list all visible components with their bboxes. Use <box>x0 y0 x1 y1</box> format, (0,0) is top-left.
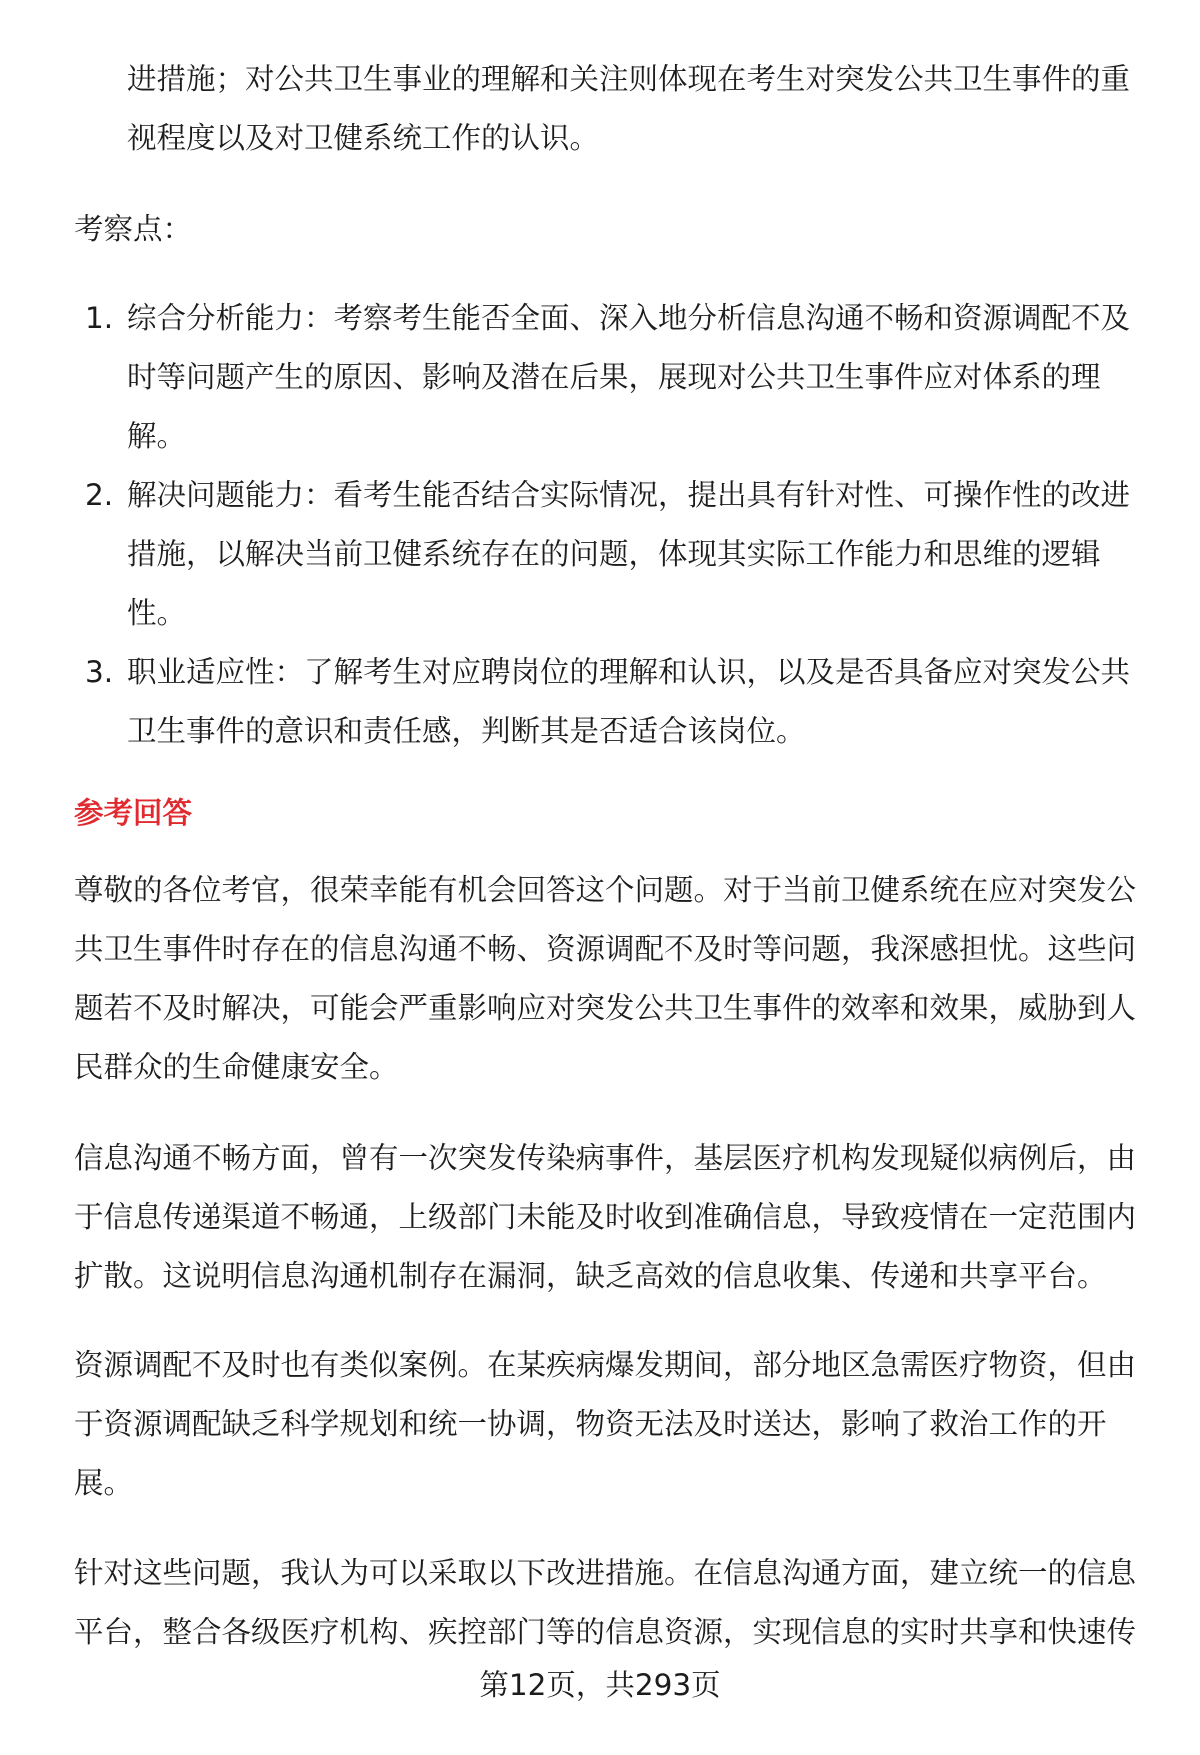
answer-heading: 参考回答 <box>74 796 193 830</box>
paragraph-line: 展。 <box>74 1466 134 1500</box>
assessment-points-list <box>0 289 1200 761</box>
paragraph-line: 于资源调配缺乏科学规划和统一协调，物资无法及时送达，影响了救治工作的开 <box>74 1407 1107 1441</box>
list-item-line: 综合分析能力：考察考生能否全面、深入地分析信息沟通不畅和资源调配不及 <box>127 301 1131 335</box>
paragraph-line: 民群众的生命健康安全。 <box>74 1050 399 1084</box>
list-item <box>0 289 1200 466</box>
list-item-number: 2. <box>85 478 114 512</box>
list-item-line: 解。 <box>127 419 187 453</box>
list-item-line: 卫生事件的意识和责任感，判断其是否适合该岗位。 <box>127 714 806 748</box>
paragraph-line: 信息沟通不畅方面，曾有一次突发传染病事件，基层医疗机构发现疑似病例后，由 <box>74 1141 1137 1175</box>
paragraph-line: 扩散。这说明信息沟通机制存在漏洞，缺乏高效的信息收集、传递和共享平台。 <box>74 1259 1107 1293</box>
section-label-text: 考察点： <box>74 212 193 246</box>
list-item-number: 1. <box>85 301 114 335</box>
list-item-text <box>127 466 1167 643</box>
paragraph-line: 针对这些问题，我认为可以采取以下改进措施。在信息沟通方面，建立统一的信息 <box>74 1556 1137 1590</box>
paragraph-line: 于信息传递渠道不畅通，上级部门未能及时收到准确信息，导致疫情在一定范围内 <box>74 1200 1137 1234</box>
list-item-line: 措施，以解决当前卫健系统存在的问题，体现其实际工作能力和思维的逻辑 <box>127 537 1101 571</box>
intro-paragraph <box>127 50 1167 168</box>
paragraph-line: 尊敬的各位考官，很荣幸能有机会回答这个问题。对于当前卫健系统在应对突发公 <box>74 873 1137 907</box>
paragraph-line: 平台，整合各级医疗机构、疾控部门等的信息资源，实现信息的实时共享和快速传 <box>74 1615 1137 1649</box>
list-item-line: 职业适应性：了解考生对应聘岗位的理解和认识，以及是否具备应对突发公共 <box>127 655 1131 689</box>
list-item-line: 解决问题能力：看考生能否结合实际情况，提出具有针对性、可操作性的改进 <box>127 478 1131 512</box>
answer-paragraph <box>74 1336 1154 1513</box>
list-item-text <box>127 289 1167 466</box>
paragraph-line: 资源调配不及时也有类似案例。在某疾病爆发期间，部分地区急需医疗物资，但由 <box>74 1348 1137 1382</box>
answer-paragraph <box>74 1544 1154 1662</box>
page-number-footer: 第12页，共293页 <box>479 1668 721 1702</box>
list-item <box>0 466 1200 643</box>
section-label <box>74 200 1154 259</box>
list-item-line: 时等问题产生的原因、影响及潜在后果，展现对公共卫生事件应对体系的理 <box>127 360 1101 394</box>
list-item-number: 3. <box>85 655 114 689</box>
intro-line: 进措施；对公共卫生事业的理解和关注则体现在考生对突发公共卫生事件的重 <box>127 62 1131 96</box>
list-item <box>0 643 1200 761</box>
list-item-text <box>127 643 1167 761</box>
list-item-line: 性。 <box>127 596 187 630</box>
answer-paragraph <box>74 1129 1154 1306</box>
answer-paragraph <box>74 861 1154 1097</box>
paragraph-line: 题若不及时解决，可能会严重影响应对突发公共卫生事件的效率和效果，威胁到人 <box>74 991 1137 1025</box>
paragraph-line: 共卫生事件时存在的信息沟通不畅、资源调配不及时等问题，我深感担忧。这些问 <box>74 932 1137 966</box>
intro-line: 视程度以及对卫健系统工作的认识。 <box>127 121 600 155</box>
